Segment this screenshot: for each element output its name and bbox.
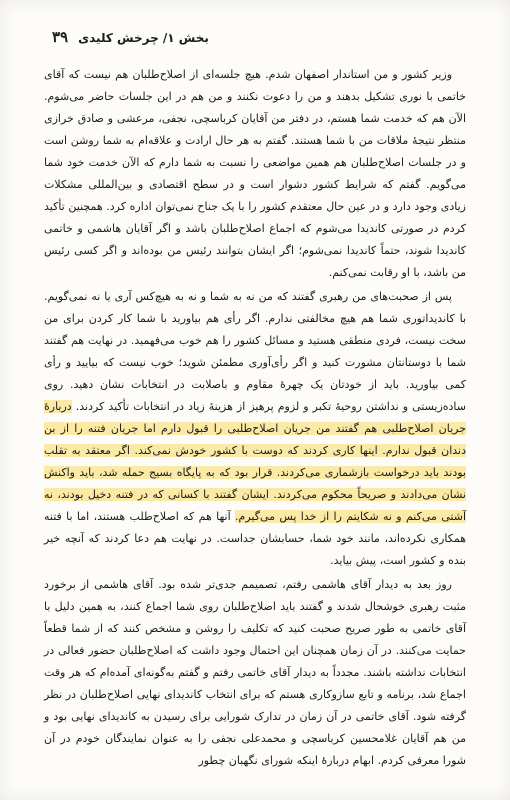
page-number: ۳۹ bbox=[52, 28, 69, 46]
running-title: بخش ۱/ چرخش کلیدی bbox=[78, 31, 209, 45]
page-header bbox=[44, 28, 466, 46]
text-segment: آنها هم که اصلاح‌طلب هستند، اما با فتنه همکاری نکرده‌اند، مانند خود شما، حسابشان جداست. در نهایت هم دعا کردند که آنچه خیر بنده و کشور است، پیش بیاید. bbox=[44, 510, 466, 567]
paragraph-2 bbox=[44, 286, 466, 572]
highlighted-text: دربارهٔ جریان اصلاح‌طلبی هم گفتند من جریان اصلاح‌طلبی را قبول دارم اما جریان فتنه را از بن دندان قبول ندارم. اینها کاری کردند که دوست با کشور خودش نمی‌کند. اگر معتقد به تقلب بودند باید درخواست بازشماری می‌کردند. قرار بود که به پایگاه بسیج حمله شد، باید واکنش نشان می‌دادند و صریحاً محکوم می‌کردند. ایشان گفتند با کسانی که در فتنه دخیل بودند، نه آشتی می‌کنم و نه شکایتم را از خدا پس می‌گیرم. bbox=[44, 400, 466, 523]
text-segment: روز بعد به دیدار آقای هاشمی رفتم، تصمیمم جدی‌تر شده بود. آقای هاشمی از برخورد مثبت رهبری خوشحال شدند و گفتند باید اصلاح‌طلبان روی شما اجماع کنند، به همین دلیل با آقای خاتمی به طور صریح صحبت کنید که تکلیف را روشن و مشخص کنند که از شما قطعاً حمایت می‌کنند. در آن زمان همچنان این احتمال وجود داشت که اصلاح‌طلبان حضور فعالی در انتخابات نداشته باشند. مجدداً به دیدار آقای خاتمی رفتم و گفتم به‌گونه‌ای آمده‌ام که هر وقت اجماع شد، برنامه و تابع سازوکاری هستم که برای انتخاب کاندیدای نهایی اصلاح‌طلبان در نظر گرفته شود. آقای خاتمی در آن زمان در تدارک شورایی برای رسیدن به کاندیدای نهایی بود و من هم آقایان غلامحسین کرباسچی و محمدعلی نجفی را به عنوان نمایندگان خودم در آن شورا معرفی کردم. ابهام دربارهٔ اینکه شورای نگهبان چطور bbox=[44, 578, 466, 767]
paragraph-1 bbox=[44, 64, 466, 284]
body-text bbox=[44, 64, 466, 772]
text-segment: پس از صحبت‌های من رهبری گفتند که من نه به شما و نه به هیچ‌کس آری یا نه نمی‌گویم. با کاندیداتوری شما هم هیچ مخالفتی ندارم. اگر رأی هم بیاورید با شما کار کردن برای من سخت نیست، فردی منطقی هستید و مسائل کشور را هم خوب می‌فهمید. در نهایت هم گفتند شما با دوستانتان مشورت کنید و اگر رأی‌آوری مطمئن شوید؛ خوب نیست که بیایید و رأی کمی بیاورید. باید از خودتان یک چهرهٔ مقاوم و باصلابت در انتخابات نشان دهید. روی ساده‌زیستی و نداشتن روحیهٔ تکبر و لزوم پرهیز از هزینهٔ زیاد در انتخابات تأکید کردند. bbox=[44, 290, 466, 413]
text-segment: وزیر کشور و من استاندار اصفهان شدم. هیچ جلسه‌ای از اصلاح‌طلبان هم نیست که آقای خاتمی با نوری تشکیل بدهند و من را دعوت نکنند و من هم در این جلسات حاضر می‌شوم. الآن هم که خدمت شما هستم، در دفتر من آقایان کرباسچی، نجفی، مرعشی و صادق خرازی منتظر نتیجهٔ ملاقات من با شما هستند. گفتم به هر حال ارادت و علاقه‌ام به شما روشن است و در جلسات اصلاح‌طلبان هم همین مواضعی را نسبت به شما دارم که الآن خدمت خود شما می‌گویم. گفتم که شرایط کشور دشوار است و در سطح اقتصادی و بین‌المللی مشکلات زیادی وجود دارد و در عین حال معتقدم کشور را با یک جناح نمی‌توان اداره کرد. همچنین تأکید کردم در صورتی کاندیدا می‌شوم که اجماع اصلاح‌طلبان باشد و اگر آقایان هاشمی و خاتمی کاندیدا شوند، حتماً کاندیدا نمی‌شوم؛ اگر ایشان بتوانند رئیس من بوده‌اند و اگر کسی رئیس من باشد، با او رقابت نمی‌کنم. bbox=[44, 68, 466, 279]
paragraph-3 bbox=[44, 574, 466, 772]
